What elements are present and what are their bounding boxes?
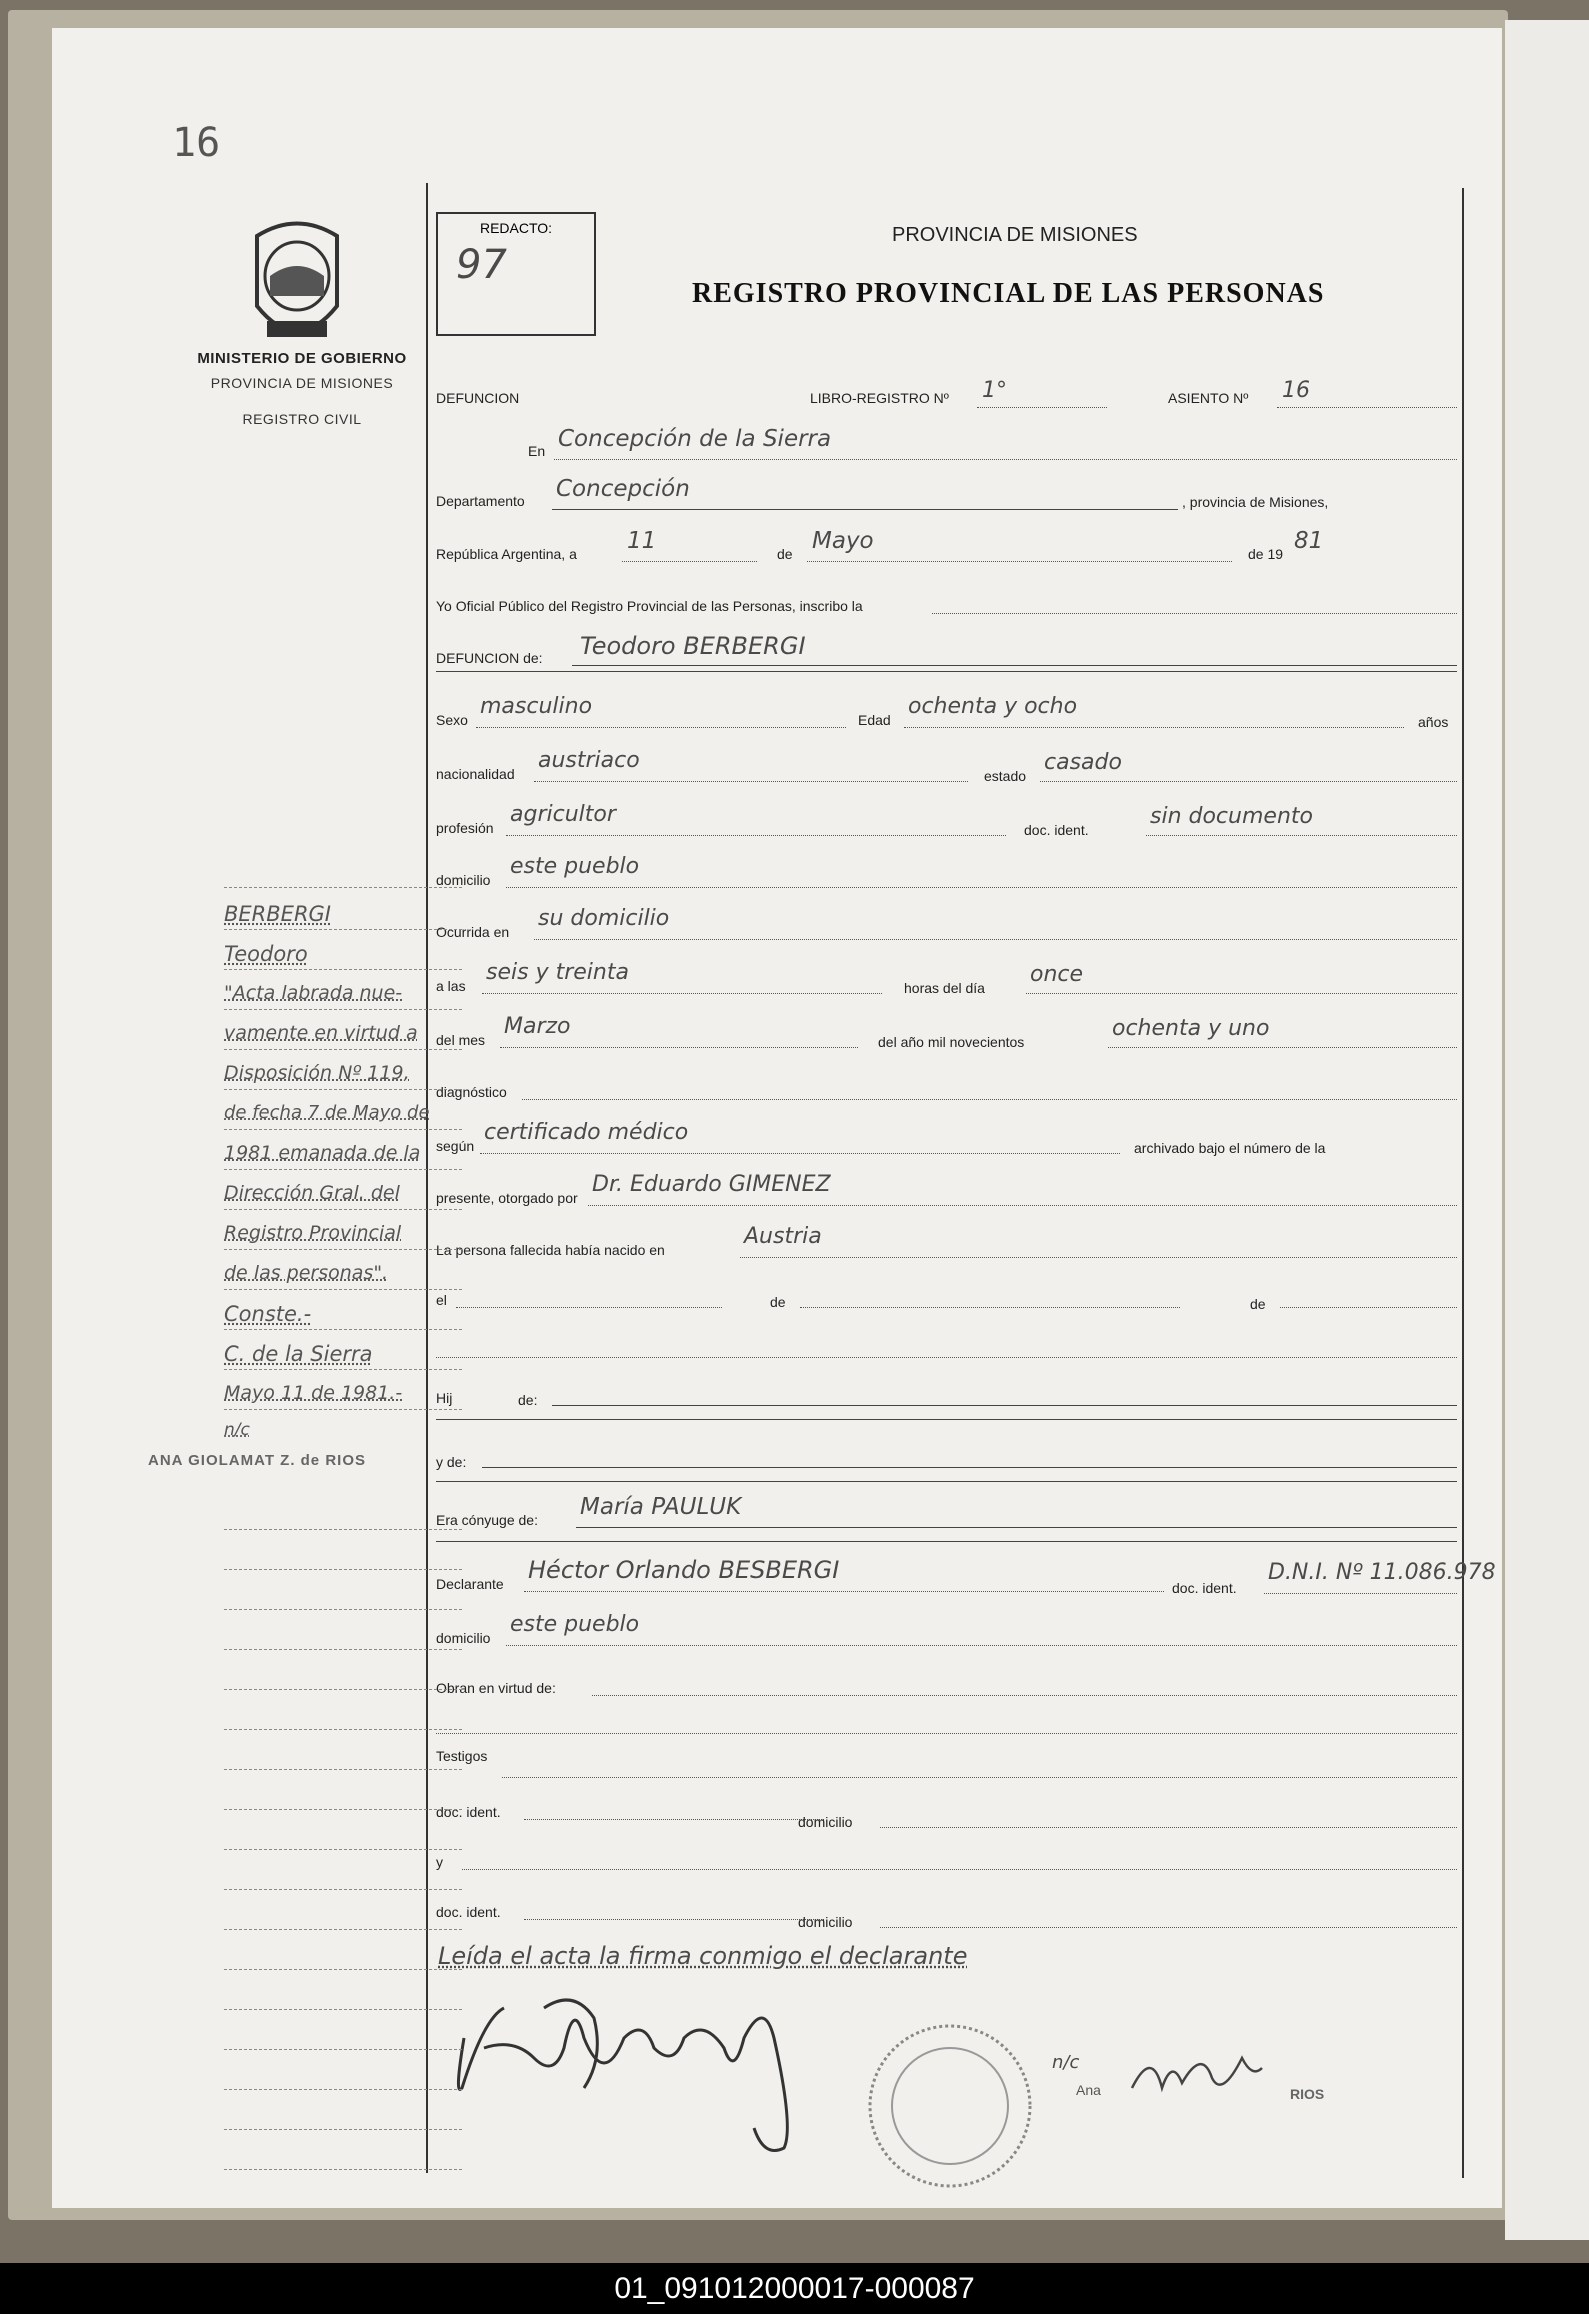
estado-label: estado [984, 768, 1027, 784]
margin-note-line: Dirección Gral. del [224, 1182, 400, 1204]
margin-note-line: vamente en virtud a [224, 1022, 418, 1044]
decl-doc-label: doc. ident. [1172, 1580, 1237, 1596]
margin-note-line: C. de la Sierra [224, 1342, 373, 1366]
libro-value: 1° [982, 378, 1007, 403]
redacto-box [436, 212, 596, 336]
defuncion-de-label: DEFUNCION de: [436, 650, 543, 666]
el-de2-label: de [1250, 1296, 1266, 1312]
anio-value: ochenta y uno [1112, 1016, 1270, 1041]
edad-label: Edad [858, 712, 891, 728]
sexo-label: Sexo [436, 712, 468, 728]
year-label: de 19 [1248, 546, 1284, 562]
alas-value: seis y treinta [486, 960, 629, 985]
decl-domicilio-label: domicilio [436, 1630, 491, 1646]
margin-note-line: Registro Provincial [224, 1222, 402, 1244]
margin-note-line: 1981 emanada de la [224, 1142, 421, 1164]
right-border [1462, 188, 1464, 2178]
doc-ident-value: sin documento [1150, 804, 1313, 829]
testigo2-dom-label: domicilio [798, 1914, 853, 1930]
obran-label: Obran en virtud de: [436, 1680, 556, 1696]
margin-note-line: n/c [224, 1420, 250, 1440]
nacionalidad-value: austriaco [538, 748, 640, 773]
margin-note-line: Mayo 11 de 1981.- [224, 1382, 403, 1404]
el-de-label: de [770, 1294, 786, 1310]
day-value: 11 [627, 528, 657, 554]
delmes-value: Marzo [504, 1014, 571, 1039]
testigos-label: Testigos [436, 1748, 488, 1764]
rios-label: RIOS [1290, 2086, 1325, 2102]
margin-stamp: ANA GIOLAMAT Z. de RIOS [148, 1452, 366, 1469]
en-label: En [528, 443, 546, 459]
adjacent-page [1505, 20, 1589, 2240]
margin-note-line: Disposición Nº 119, [224, 1062, 410, 1084]
deceased-value: Teodoro BERBERGI [580, 632, 806, 660]
nacido-label: La persona fallecida había nacido en [436, 1242, 665, 1258]
segun-label: según [436, 1138, 475, 1154]
alas-label: a las [436, 978, 466, 994]
margin-divider [426, 183, 428, 2173]
act-type-label: DEFUNCION [436, 390, 520, 406]
nc-label: n/c [1052, 2052, 1080, 2073]
horas-value: once [1030, 962, 1084, 987]
y-label: y [436, 1854, 443, 1870]
yde-label: y de: [436, 1454, 467, 1470]
margin-note-line: "Acta labrada nue- [224, 982, 403, 1004]
departamento-label: Departamento [436, 493, 525, 509]
provincia-suffix: , provincia de Misiones, [1182, 494, 1329, 510]
margin-note-line: BERBERGI [224, 902, 331, 926]
segun-value: certificado médico [484, 1120, 689, 1145]
ministry-label: MINISTERIO DE GOBIERNO [197, 350, 407, 367]
officer-signature-icon [1122, 2038, 1272, 2108]
profesion-value: agricultor [510, 802, 616, 827]
testigo1-doc-label: doc. ident. [436, 1804, 501, 1820]
hij-de-label: de: [518, 1392, 538, 1408]
register-page [52, 28, 1502, 2208]
margin-note-line: Conste.- [224, 1302, 312, 1326]
domicilio-label: domicilio [436, 872, 491, 888]
hij-label: Hij [436, 1390, 453, 1406]
decl-doc-value: D.N.I. Nº 11.086.978 [1268, 1560, 1496, 1585]
doc-ident-label: doc. ident. [1024, 822, 1089, 838]
libro-label: LIBRO-REGISTRO Nº [810, 390, 949, 406]
year-value: 81 [1294, 528, 1324, 554]
closing-text: Leída el acta la firma conmigo el declarante [438, 1942, 968, 1970]
presente-value: Dr. Eduardo GIMENEZ [592, 1172, 831, 1197]
profesion-label: profesión [436, 820, 494, 836]
asiento-value: 16 [1282, 378, 1310, 403]
anos-label: años [1418, 714, 1449, 730]
header-province: PROVINCIA DE MISIONES [892, 224, 1138, 246]
archivado-label: archivado bajo el número de la [1134, 1140, 1326, 1156]
coat-of-arms-icon [242, 216, 352, 356]
diagnostico-label: diagnóstico [436, 1084, 507, 1100]
anio-label: del año mil novecientos [878, 1034, 1025, 1050]
estado-value: casado [1044, 750, 1122, 775]
edad-value: ochenta y ocho [908, 694, 1078, 719]
ocurrida-value: su domicilio [538, 906, 670, 931]
month-value: Mayo [812, 528, 874, 554]
month-de-label: de [777, 546, 793, 562]
header-title: REGISTRO PROVINCIAL DE LAS PERSONAS [692, 278, 1325, 309]
ana-label: Ana [1076, 2082, 1101, 2098]
page-number: 16 [172, 120, 221, 166]
en-value: Concepción de la Sierra [558, 426, 832, 452]
declarant-signature-icon [444, 1978, 864, 2168]
nacido-value: Austria [744, 1224, 822, 1249]
nacionalidad-label: nacionalidad [436, 766, 515, 782]
decl-domicilio-value: este pueblo [510, 1612, 640, 1637]
asiento-label: ASIENTO Nº [1168, 390, 1249, 406]
sexo-value: masculino [480, 694, 593, 719]
conyuge-label: Era cónyuge de: [436, 1512, 538, 1528]
presente-label: presente, otorgado por [436, 1190, 578, 1206]
margin-note-line: de fecha 7 de Mayo de [224, 1102, 430, 1123]
el-label: el [436, 1292, 447, 1308]
registry-label: REGISTRO CIVIL [242, 411, 362, 427]
horas-label: horas del día [904, 980, 985, 996]
testigo2-doc-label: doc. ident. [436, 1904, 501, 1920]
margin-note-line: de las personas". [224, 1262, 389, 1284]
republica-label: República Argentina, a [436, 546, 577, 562]
province-label: PROVINCIA DE MISIONES [210, 375, 394, 391]
ocurrida-label: Ocurrida en [436, 924, 510, 940]
declarante-value: Héctor Orlando BESBERGI [528, 1556, 840, 1584]
conyuge-value: María PAULUK [580, 1494, 742, 1520]
file-id-bar: 01_091012000017-000087 [0, 2263, 1589, 2314]
delmes-label: del mes [436, 1032, 486, 1048]
domicilio-value: este pueblo [510, 854, 640, 879]
departamento-value: Concepción [556, 476, 690, 502]
oficial-text: Yo Oficial Público del Registro Provincial de las Personas, inscribo la [436, 598, 863, 614]
testigo1-dom-label: domicilio [798, 1814, 853, 1830]
declarante-label: Declarante [436, 1576, 504, 1592]
margin-note-line: Teodoro [224, 942, 308, 966]
official-seal-icon [860, 2016, 1040, 2196]
redacto-value: 97 [456, 242, 507, 288]
redacto-label: REDACTO: [479, 220, 553, 236]
